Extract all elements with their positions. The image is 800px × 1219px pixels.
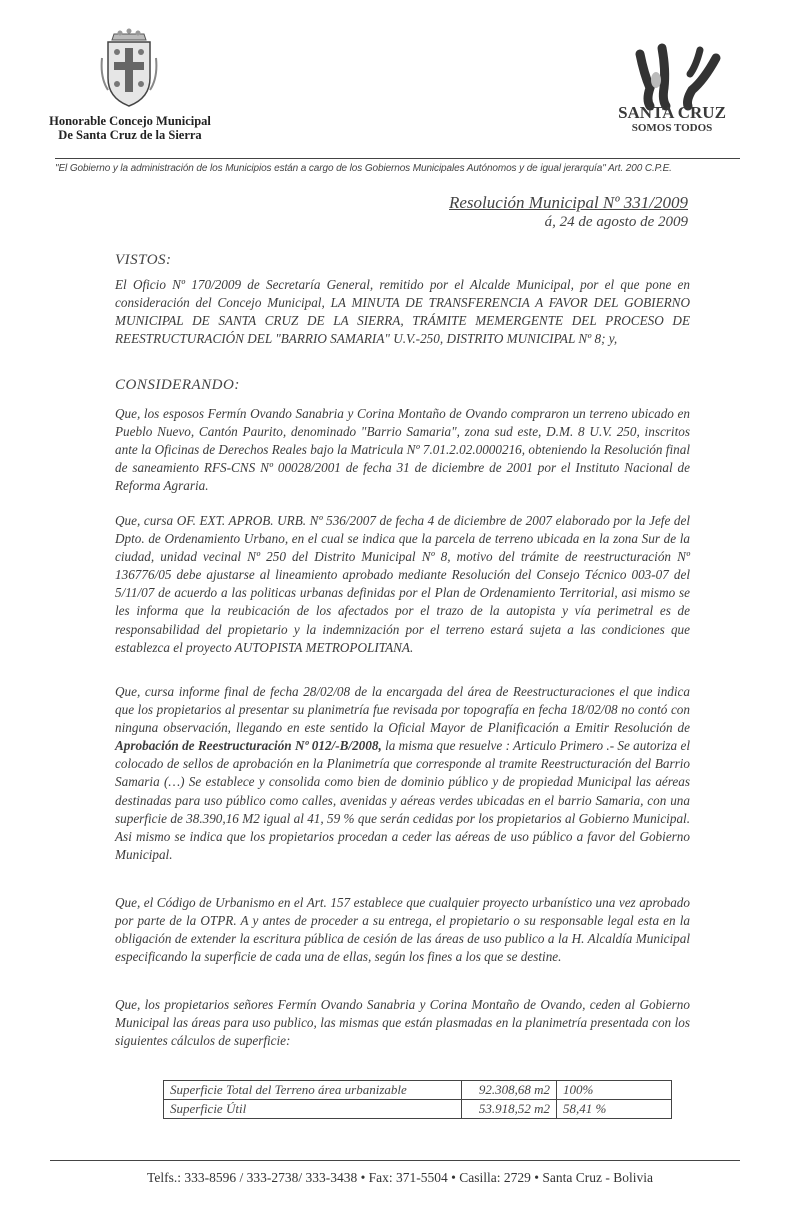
resolution-date: á, 24 de agosto de 2009 (544, 214, 688, 230)
considerando-heading: CONSIDERANDO: (115, 377, 240, 393)
logo-title: SANTA CRUZ (618, 103, 726, 122)
considerando-paragraph-4: Que, el Código de Urbanismo en el Art. 157 establece que cualquier proyecto urbanístico una vez aprobado por parte de la OTPR. A y antes de proceder a su entrega, el propietario o su responsable legal esta en la obligación de extender la escritura pública de cesión de las áreas de uso publico a la H. Alcaldía Municipal especificando la superficie de cada una de ellas, según los fines a los que se destine. (115, 895, 690, 965)
table-cell-label: Superficie Total del Terreno área urbanizable (164, 1081, 462, 1100)
considerando-paragraph-2: Que, cursa OF. EXT. APROB. URB. Nº 536/2007 de fecha 4 de diciembre de 2007 elaborado por la Jefe del Dpto. de Ordenamiento Urbano, en el cual se indica que la parcela de terreno ubicada en la zona Sur de la ciudad, unidad vecinal Nº 250 del Distrito Municipal Nº 8, motivo del trámite de reestructuración Nº 136776/05 debe ajustarse al lineamiento aprobado mediante Resolución del Consejo Técnico 003-07 del 5/11/07 de acuerdo a las politicas urbanas definidas por el Plan de Ordenamiento Territorial, asi mismo se les informa que la reubicación de los afectados por el trazo de la autopista y vía perimetral es de responsabilidad del propietario y la indemnización por el terreno estará sujeta a las condiciones que establezca el proyecto AUTOPISTA METROPOLITANA. (115, 513, 690, 655)
council-line-2: De Santa Cruz de la Sierra (58, 128, 202, 142)
table-row (164, 1100, 672, 1119)
paragraph-3-text-a: Que, cursa informe final de fecha 28/02/08 de la encargada del área de Reestructuraciones el que indica que los propietarios al presentar su planimetría fue revisada por topografía en fecha 18/02/08 no contó con ninguna observación, llegando en este sentido la Oficial Mayor de Planificación a Emitir Resolución de (115, 684, 690, 736)
vistos-paragraph: El Oficio Nº 170/2009 de Secretaría General, remitido por el Alcalde Municipal, por el que pone en consideración del Concejo Municipal, LA MINUTA DE TRANSFERENCIA A FAVOR DEL GOBIERNO MUNICIPAL DE SANTA CRUZ DE LA SIERRA, TRÁMITE MEMERGENTE DEL PROCESO DE REESTRUCTURACIÓN DEL "BARRIO SAMARIA" U.V.-250, DISTRITO MUNICIPAL Nº 8; y, (115, 277, 690, 347)
resolution-number: Resolución Municipal Nº 331/2009 (449, 193, 688, 212)
council-name (40, 114, 220, 142)
paragraph-3-text-b: la misma que resuelve : Articulo Primero .- Se autoriza el colocado de sellos de aprobación en la Planimetría que corresponde al tramite Reestructuración del Barrio Samaria (…) Se establece y consolida como bien de dominio público y de propiedad Municipal las aéreas destinadas para uso público como calles, avenidas y aéreas verdes ubicadas en el barrio Samaria, con una superficie de 38.390,16 M2 igual al 41, 59 % que serán cedidas por los propietarios al Gobierno Municipal. Asi mismo se indica que los propietarios procedan a ceder las aéreas de uso público a favor del Gobierno Municipal. (115, 738, 690, 862)
table-cell-percent: 58,41 % (557, 1100, 672, 1119)
council-line-1: Honorable Concejo Municipal (49, 114, 211, 128)
considerando-paragraph-5: Que, los propietarios señores Fermín Ovando Sanabria y Corina Montaño de Ovando, ceden al Gobierno Municipal las áreas para uso publico, las mismas que están plasmadas en la planimetría presentada con los siguientes cálculos de superficie: (115, 997, 690, 1049)
paragraph-3-bold-reference: Aprobación de Reestructuración Nº 012/-B/2008, (115, 738, 382, 754)
footer-divider (50, 1160, 740, 1161)
table-cell-area: 53.918,52 m2 (462, 1100, 557, 1119)
logo-subtitle: SOMOS TODOS (631, 122, 713, 134)
header-divider (55, 158, 740, 159)
coat-of-arms-icon (100, 28, 158, 110)
table-cell-label: Superficie Útil (164, 1100, 462, 1119)
constitution-quote: "El Gobierno y la administración de los Municipios están a cargo de los Gobiernos Municipales Autónomos y de igual jerarquía" Art. 200 C.P.E. (55, 163, 672, 174)
considerando-paragraph-1: Que, los esposos Fermín Ovando Sanabria y Corina Montaño de Ovando compraron un terreno ubicado en Pueblo Nuevo, Cantón Paurito, denominado "Barrio Samaria", zona sud este, D.M. 8 U.V. 250, inscritos ante la Oficinas de Derechos Reales bajo la Matricula Nº 7.01.2.02.0000216, obteniendo la Resolución final de saneamiento RFS-CNS Nº 00028/2001 de fecha 31 de diciembre de 2001 por el Instituto Nacional de Reforma Agraria. (115, 406, 690, 494)
table-cell-percent: 100% (557, 1081, 672, 1100)
considerando-paragraph-3 (115, 683, 690, 864)
logo-text (612, 104, 732, 135)
vistos-heading: VISTOS: (115, 252, 172, 268)
table-cell-area: 92.308,68 m2 (462, 1081, 557, 1100)
footer-contact: Telfs.: 333-8596 / 333-2738/ 333-3438 • Fax: 371-5504 • Casilla: 2729 • Santa Cruz - Bolivia (147, 1170, 653, 1185)
table-row (164, 1081, 672, 1100)
surface-table (163, 1080, 672, 1119)
